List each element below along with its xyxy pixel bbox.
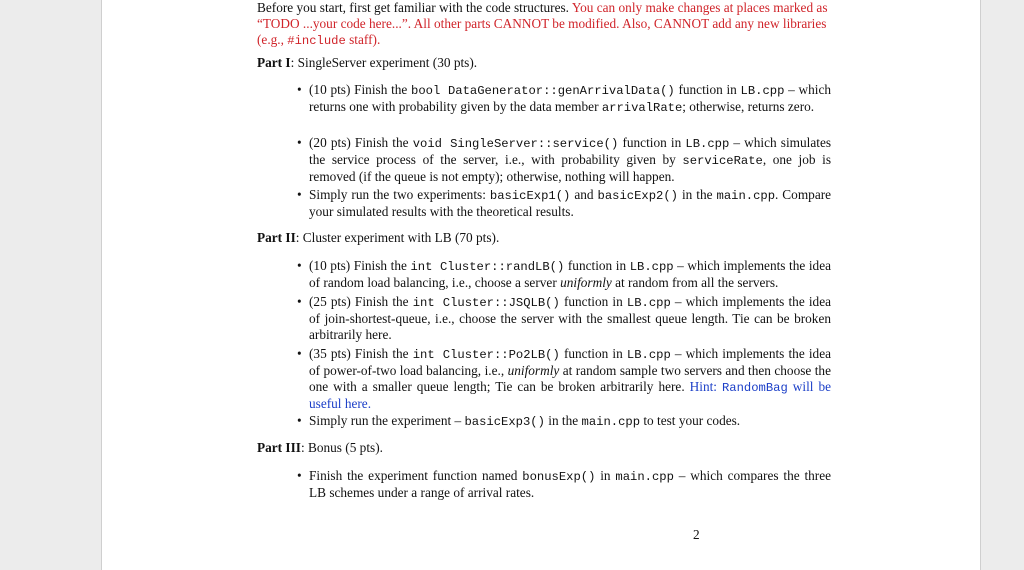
list-item xyxy=(257,346,831,412)
part2-label: Part II xyxy=(257,230,296,245)
item-text: in xyxy=(600,468,611,483)
part1-heading xyxy=(257,55,477,71)
item-code: serviceRate xyxy=(682,154,763,168)
item-text: – which implements the idea of power-of-two load balancing, i.e., xyxy=(309,346,832,378)
item-text: (35 pts) Finish the xyxy=(309,346,409,361)
item-code: main.cpp xyxy=(615,470,674,484)
item-text: (20 pts) Finish the xyxy=(309,135,409,150)
item-code: LB.cpp xyxy=(685,137,730,151)
item-text: , one job is removed (if the queue is not empty); otherwise, nothing will happen. xyxy=(309,152,832,184)
intro-paragraph xyxy=(257,0,831,49)
item-text: Simply run the two experiments: xyxy=(309,187,486,202)
intro-text: Before you start, first get familiar with the code structures. xyxy=(257,0,570,15)
bullet: • xyxy=(297,346,302,361)
item-code: int Cluster::JSQLB() xyxy=(412,296,560,310)
item-code: bool DataGenerator::genArrivalData() xyxy=(411,84,675,98)
item-code: bonusExp() xyxy=(522,470,596,484)
item-text: (10 pts) Finish the xyxy=(309,82,408,97)
intro-warning-code: #include xyxy=(287,34,346,48)
item-text: – which implements the idea of random load balancing, i.e., choose a server xyxy=(309,258,832,290)
bullet: • xyxy=(297,413,302,428)
hint-text: will be useful here. xyxy=(309,379,831,411)
item-text: ; otherwise, returns zero. xyxy=(682,99,815,114)
item-text: in the xyxy=(548,413,579,428)
part3-label: Part III xyxy=(257,440,301,455)
part2-heading xyxy=(257,230,499,246)
intro-warning-end: staff). xyxy=(349,32,381,47)
item-text: function in xyxy=(622,135,682,150)
item-emphasis: uniformly xyxy=(560,275,612,290)
item-code: int Cluster::randLB() xyxy=(410,260,565,274)
item-code: main.cpp xyxy=(716,189,776,203)
bullet: • xyxy=(297,82,302,97)
item-text: Finish the experiment function named xyxy=(309,468,518,483)
item-text: function in xyxy=(567,258,627,273)
item-code: LB.cpp xyxy=(629,260,674,274)
part1-label: Part I xyxy=(257,55,291,70)
item-text: – which compares the three LB schemes under a range of arrival rates. xyxy=(309,468,832,500)
item-code: main.cpp xyxy=(581,415,641,429)
list-item xyxy=(257,294,831,343)
part3-heading xyxy=(257,440,383,456)
bullet: • xyxy=(297,187,302,202)
page-number: 2 xyxy=(693,527,700,542)
hint-code: RandomBag xyxy=(721,381,788,395)
item-text: (25 pts) Finish the xyxy=(309,294,409,309)
list-item xyxy=(257,187,831,220)
part1-title: : SingleServer experiment (30 pts). xyxy=(290,55,478,70)
list-item xyxy=(257,413,740,430)
hint-label: Hint: xyxy=(689,379,717,394)
item-text: and xyxy=(574,187,594,202)
item-text: at random from all the servers. xyxy=(615,275,779,290)
item-text: function in xyxy=(563,294,623,309)
item-code: basicExp3() xyxy=(464,415,545,429)
item-text: to test your codes. xyxy=(643,413,741,428)
bullet: • xyxy=(297,135,302,150)
item-code: LB.cpp xyxy=(626,348,671,362)
list-item xyxy=(257,82,831,116)
bullet: • xyxy=(297,294,302,309)
item-code: basicExp1() xyxy=(489,189,571,203)
document-page xyxy=(101,0,981,570)
item-code: basicExp2() xyxy=(597,189,678,203)
item-text: in the xyxy=(681,187,713,202)
intro-warning: You can only make changes at places marked as “TODO ...your code here...”. All other parts CANNOT be modified. Also, CANNOT add any new libraries (e.g., xyxy=(257,0,828,47)
item-code: void SingleServer::service() xyxy=(412,137,619,151)
list-item xyxy=(257,468,831,501)
item-text: Simply run the experiment – xyxy=(309,413,462,428)
item-code: LB.cpp xyxy=(740,84,785,98)
item-code: int Cluster::Po2LB() xyxy=(412,348,560,362)
list-item xyxy=(257,135,831,185)
item-text: – which returns one with probability given by the data member xyxy=(309,82,831,114)
item-emphasis: uniformly xyxy=(507,363,560,378)
part3-title: : Bonus (5 pts). xyxy=(300,440,383,455)
item-text: function in xyxy=(563,346,623,361)
item-text: at random sample two servers and then choose the one with a smaller queue length; Tie can be broken arbitrarily here. xyxy=(309,363,831,394)
bullet: • xyxy=(297,468,302,483)
item-code: arrivalRate xyxy=(601,101,683,115)
item-text: . Compare your simulated results with the theoretical results. xyxy=(309,187,832,219)
item-text: – which simulates the service process of the server, i.e., with probability given by xyxy=(309,135,832,167)
item-code: LB.cpp xyxy=(626,296,671,310)
item-text: – which implements the idea of join-shortest-queue, i.e., choose the server with the smallest queue length. Tie can be broken arbitrarily here. xyxy=(309,294,832,342)
item-text: function in xyxy=(678,82,737,97)
list-item xyxy=(257,258,831,291)
part2-title: : Cluster experiment with LB (70 pts). xyxy=(295,230,500,245)
item-text: (10 pts) Finish the xyxy=(309,258,407,273)
bullet: • xyxy=(297,258,302,273)
